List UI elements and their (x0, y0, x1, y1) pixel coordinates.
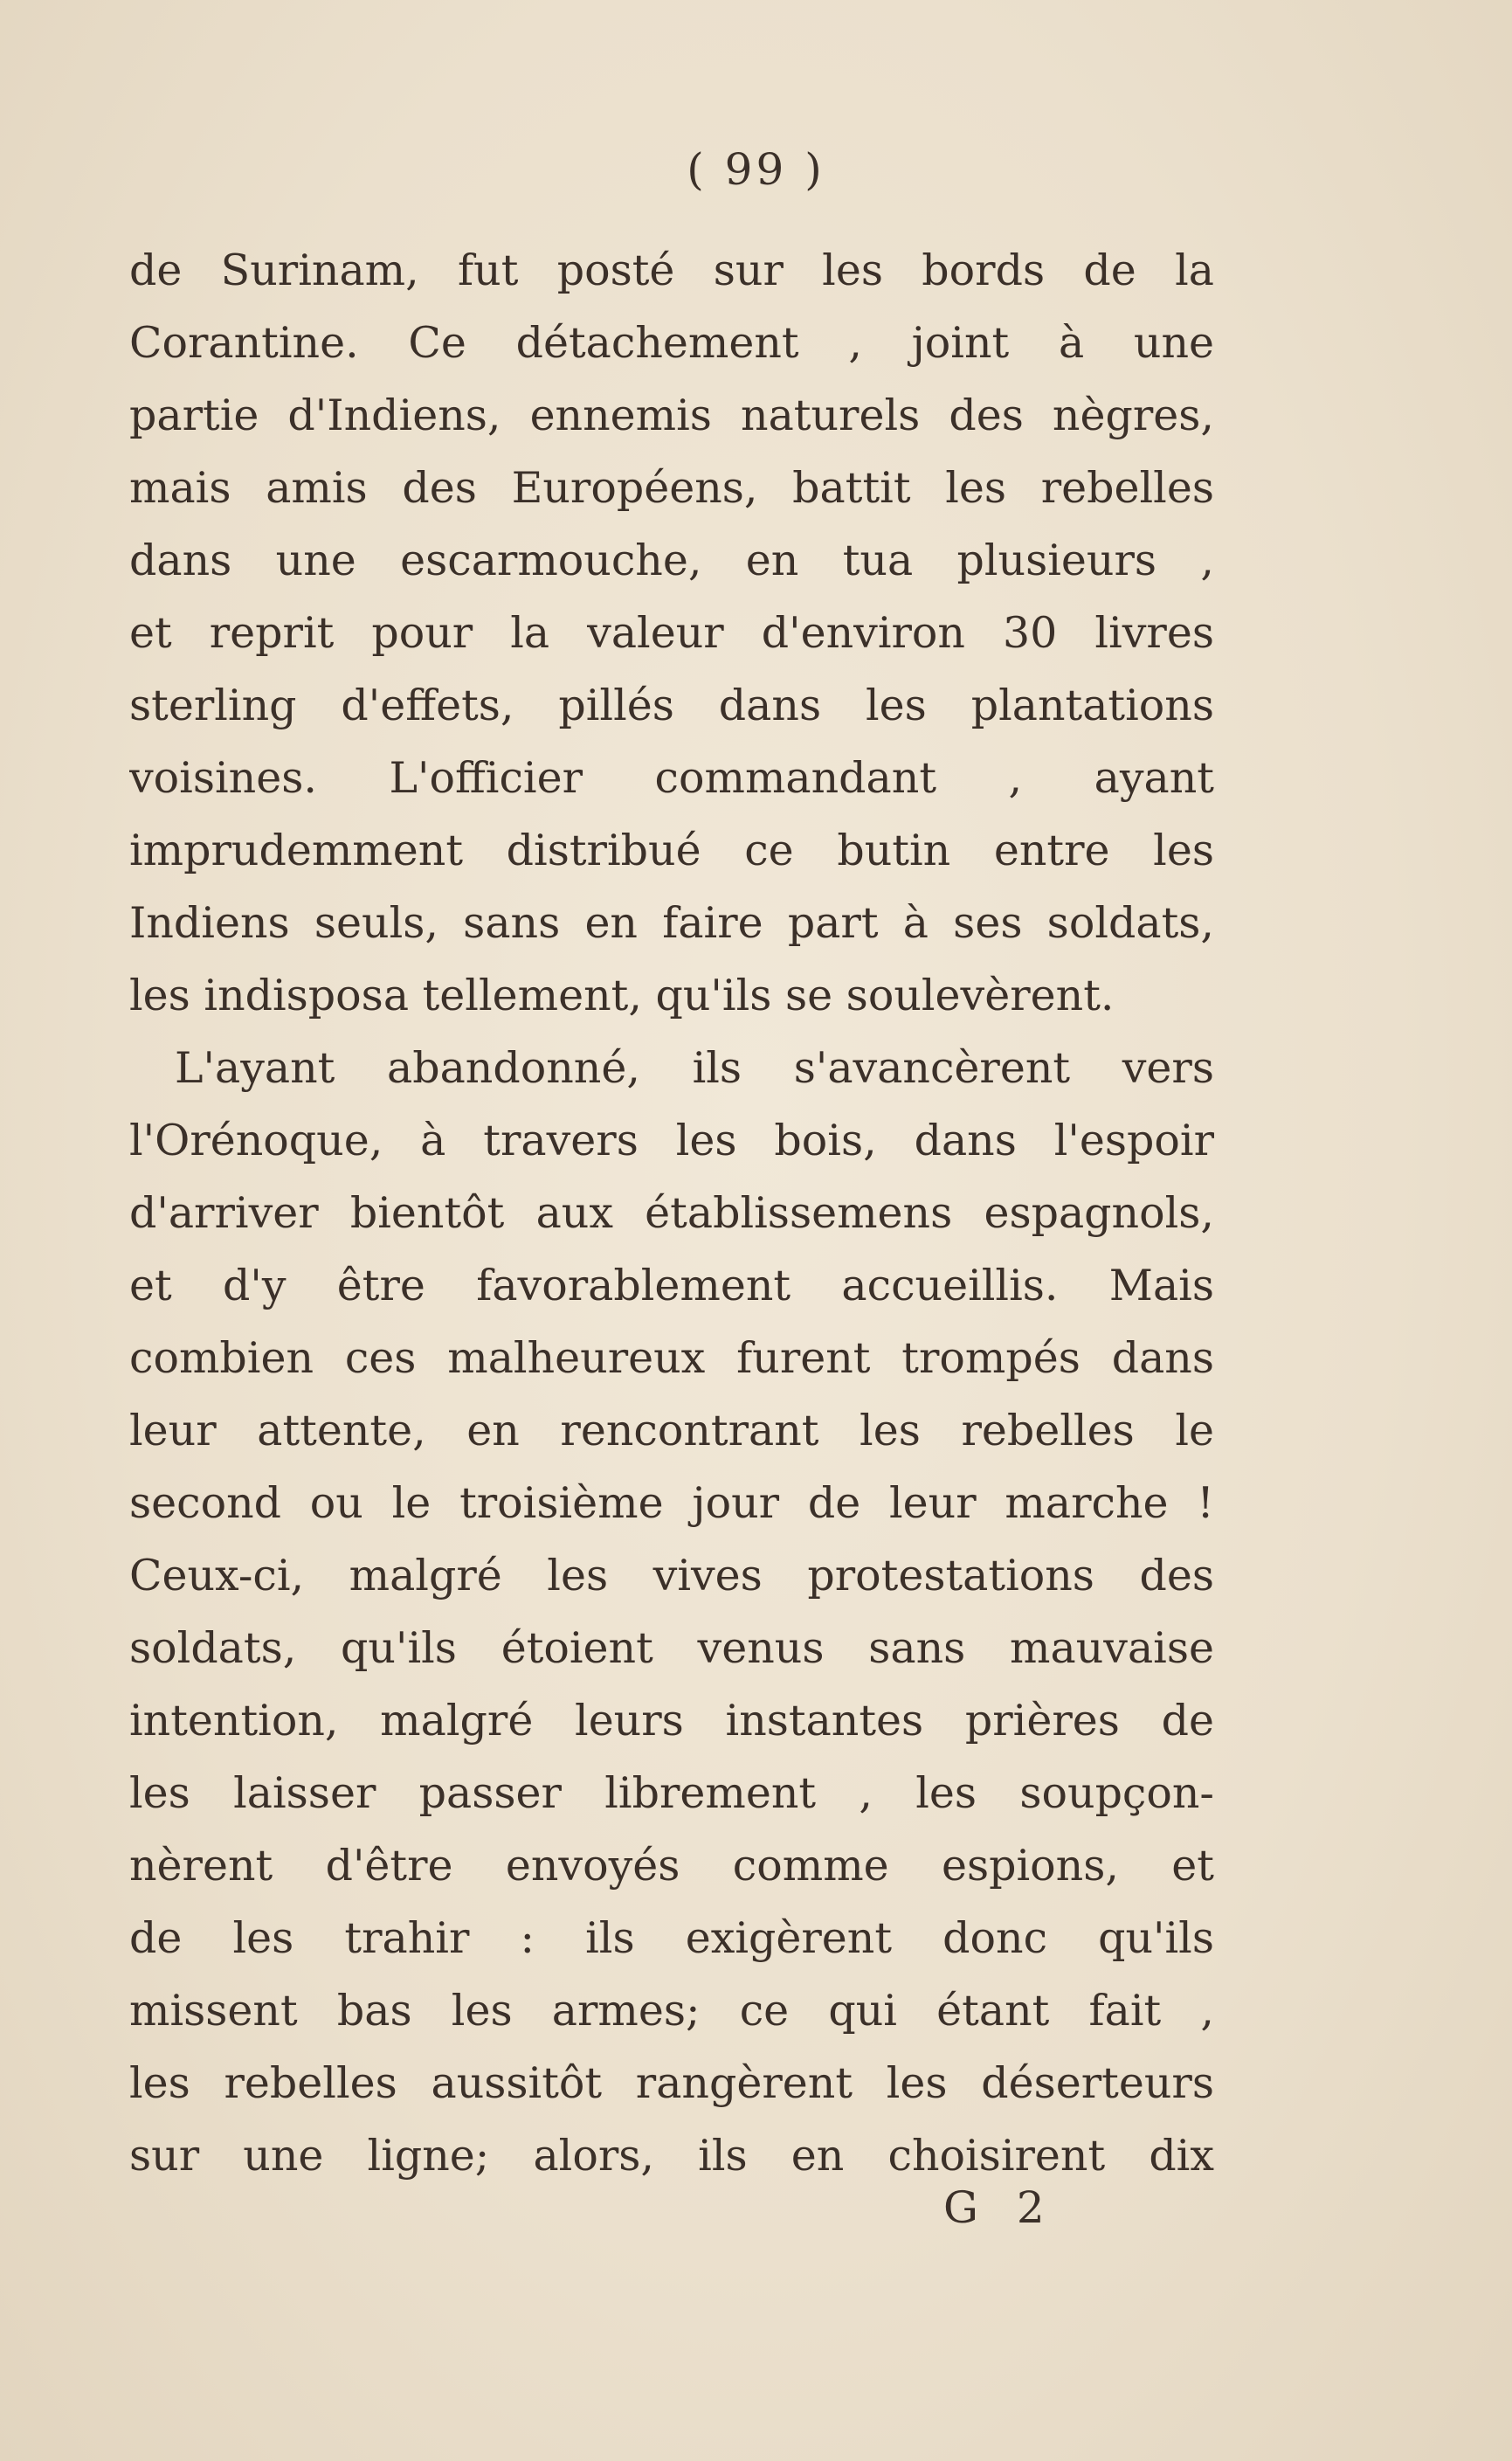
text-line: dans une escarmouche, en tua plusieurs , (129, 536, 1214, 585)
text-line: partie d'Indiens, ennemis naturels des nègres, (129, 391, 1214, 440)
text-line: combien ces malheureux furent trompés dans (129, 1333, 1214, 1383)
text-line: intention, malgré leurs instantes prières de (129, 1696, 1214, 1746)
text-line: d'arriver bientôt aux établissemens espagnols, (129, 1188, 1214, 1238)
text-line: voisines. L'officier commandant , ayant (129, 753, 1214, 803)
text-line: l'Orénoque, à travers les bois, dans l'espoir (129, 1116, 1214, 1165)
page-number: ( 99 ) (687, 144, 825, 195)
body-text (129, 234, 1214, 2192)
text-line: missent bas les armes; ce qui étant fait , (129, 1986, 1214, 2036)
text-line: second ou le troisième jour de leur marche ! (129, 1478, 1214, 1528)
text-line: et reprit pour la valeur d'environ 30 livres (129, 608, 1214, 658)
text-line: soldats, qu'ils étoient venus sans mauvaise (129, 1623, 1214, 1673)
text-line: les rebelles aussitôt rangèrent les déserteurs (129, 2058, 1214, 2108)
text-line: Corantine. Ce détachement , joint à une (129, 318, 1214, 368)
text-line: leur attente, en rencontrant les rebelles le (129, 1406, 1214, 1455)
text-line: et d'y être favorablement accueillis. Mais (129, 1261, 1214, 1310)
text-line-paragraph-end: les indisposa tellement, qu'ils se soulevèrent. (129, 971, 1115, 1020)
text-line: de Surinam, fut posté sur les bords de la (129, 245, 1214, 295)
text-line: de les trahir : ils exigèrent donc qu'ils (129, 1913, 1214, 1963)
text-line: Indiens seuls, sans en faire part à ses soldats, (129, 898, 1214, 948)
text-line: les laisser passer librement , les soupçon- (129, 1768, 1214, 1818)
text-line-paragraph-start: L'ayant abandonné, ils s'avancèrent vers (175, 1043, 1214, 1093)
text-line: sur une ligne; alors, ils en choisirent dix (129, 2131, 1214, 2181)
text-line: Ceux-ci, malgré les vives protestations des (129, 1551, 1214, 1600)
signature-mark: G 2 (943, 2182, 1057, 2233)
text-line: mais amis des Européens, battit les rebelles (129, 463, 1214, 513)
text-line: imprudemment distribué ce butin entre les (129, 826, 1214, 875)
text-line: nèrent d'être envoyés comme espions, et (129, 1841, 1214, 1891)
text-line: sterling d'effets, pillés dans les plantations (129, 681, 1214, 730)
